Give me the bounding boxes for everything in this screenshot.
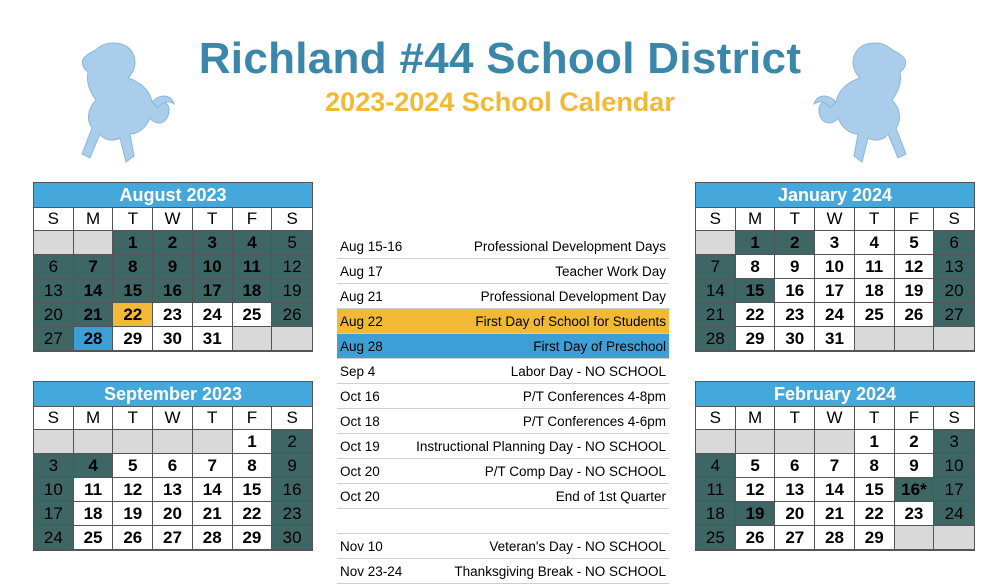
day-cell: 1 (233, 430, 273, 454)
day-cell: 9 (272, 454, 312, 478)
day-cell: 16 (153, 279, 193, 303)
weekday-label: F (233, 407, 273, 430)
day-cell: 21 (193, 502, 233, 526)
calendar-week (34, 303, 312, 327)
day-cell (855, 327, 895, 351)
day-cell: 22 (736, 303, 776, 327)
day-cell (815, 430, 855, 454)
event-date: Oct 20 (340, 488, 380, 504)
day-cell (934, 327, 974, 351)
day-cell (934, 526, 974, 550)
day-cell: 8 (736, 255, 776, 279)
day-cell: 17 (815, 279, 855, 303)
event-row-preschool (337, 334, 669, 359)
day-cell: 27 (153, 526, 193, 550)
event-row-blank (337, 509, 669, 534)
day-cell: 27 (775, 526, 815, 550)
weekday-label: M (74, 407, 114, 430)
day-cell: 14 (815, 478, 855, 502)
weekday-label: W (153, 208, 193, 231)
day-cell (272, 327, 312, 351)
day-cell: 26 (736, 526, 776, 550)
day-cell: 20 (153, 502, 193, 526)
day-cell: 7 (193, 454, 233, 478)
event-date: Oct 19 (340, 438, 380, 454)
day-cell: 27 (34, 327, 74, 351)
day-cell: 18 (74, 502, 114, 526)
event-date: Oct 20 (340, 463, 380, 479)
day-cell: 17 (193, 279, 233, 303)
calendar-week (696, 279, 974, 303)
weekday-label: S (272, 208, 312, 231)
day-cell: 12 (272, 255, 312, 279)
weekday-header (34, 407, 312, 430)
day-cell: 18 (233, 279, 273, 303)
event-description: Professional Development Day (480, 288, 666, 304)
calendar-september-2023 (33, 381, 313, 551)
event-description: Veteran's Day - NO SCHOOL (489, 538, 666, 554)
weekday-label: S (34, 208, 74, 231)
day-cell: 10 (34, 478, 74, 502)
day-cell (193, 430, 233, 454)
event-row (337, 359, 669, 384)
event-description: P/T Conferences 4-6pm (522, 413, 666, 429)
events-list (337, 234, 669, 584)
event-row (337, 434, 669, 459)
day-cell: 12 (736, 478, 776, 502)
event-row (337, 559, 669, 584)
day-cell: 26 (113, 526, 153, 550)
weekday-label: M (74, 208, 114, 231)
day-cell: 13 (775, 478, 815, 502)
day-cell: 22 (855, 502, 895, 526)
day-cell: 6 (775, 454, 815, 478)
day-cell (696, 231, 736, 255)
event-description: First Day of School for Students (475, 313, 666, 329)
day-cell: 13 (153, 478, 193, 502)
day-cell: 25 (74, 526, 114, 550)
day-cell: 28 (193, 526, 233, 550)
day-cell: 4 (696, 454, 736, 478)
day-cell: 3 (34, 454, 74, 478)
day-cell: 9 (895, 454, 935, 478)
day-cell: 8 (113, 255, 153, 279)
calendar-week (696, 231, 974, 255)
day-cell: 16 (775, 279, 815, 303)
calendar-week (696, 478, 974, 502)
calendar-week (34, 327, 312, 351)
day-cell: 12 (895, 255, 935, 279)
event-row (337, 459, 669, 484)
day-cell: 23 (153, 303, 193, 327)
calendar-week (696, 327, 974, 351)
day-cell: 16* (895, 478, 935, 502)
day-cell: 10 (193, 255, 233, 279)
calendar-week (34, 478, 312, 502)
day-cell: 1 (113, 231, 153, 255)
weekday-label: T (193, 208, 233, 231)
day-cell: 9 (775, 255, 815, 279)
day-cell: 10 (815, 255, 855, 279)
weekday-label: W (815, 407, 855, 430)
day-cell: 13 (34, 279, 74, 303)
day-cell (895, 327, 935, 351)
event-date: Nov 10 (340, 538, 383, 554)
calendar-week (34, 255, 312, 279)
day-cell: 7 (74, 255, 114, 279)
day-cell: 8 (855, 454, 895, 478)
day-cell: 18 (696, 502, 736, 526)
day-cell (74, 430, 114, 454)
day-cell: 21 (74, 303, 114, 327)
calendar-week (696, 303, 974, 327)
day-cell (736, 430, 776, 454)
day-cell: 7 (815, 454, 855, 478)
day-cell (153, 430, 193, 454)
day-cell: 15 (855, 478, 895, 502)
day-cell (74, 231, 114, 255)
weekday-label: T (113, 407, 153, 430)
day-cell: 2 (895, 430, 935, 454)
day-cell: 18 (855, 279, 895, 303)
day-cell (895, 526, 935, 550)
event-row (337, 384, 669, 409)
day-cell: 19 (895, 279, 935, 303)
day-cell: 30 (153, 327, 193, 351)
day-cell: 23 (895, 502, 935, 526)
weekday-label: M (736, 407, 776, 430)
day-cell: 29 (736, 327, 776, 351)
day-cell: 29 (113, 327, 153, 351)
day-cell: 2 (775, 231, 815, 255)
day-cell: 17 (934, 478, 974, 502)
day-cell: 5 (895, 231, 935, 255)
day-cell: 5 (113, 454, 153, 478)
weekday-label: S (272, 407, 312, 430)
calendar-week (34, 526, 312, 550)
day-cell: 1 (736, 231, 776, 255)
day-cell (113, 430, 153, 454)
event-description: First Day of Preschool (533, 338, 666, 354)
day-cell: 21 (815, 502, 855, 526)
day-cell: 28 (815, 526, 855, 550)
calendar-week (696, 526, 974, 550)
day-cell (696, 430, 736, 454)
day-cell: 20 (775, 502, 815, 526)
calendar-subtitle: 2023-2024 School Calendar (325, 87, 675, 117)
day-cell: 29 (233, 526, 273, 550)
event-row (337, 234, 669, 259)
weekday-label: F (233, 208, 273, 231)
day-cell: 28 (696, 327, 736, 351)
event-date: Aug 22 (340, 313, 383, 329)
weekday-label: T (855, 407, 895, 430)
month-title: September 2023 (34, 382, 312, 407)
calendar-august-2023 (33, 182, 313, 352)
day-cell: 30 (272, 526, 312, 550)
event-description: End of 1st Quarter (555, 488, 666, 504)
calendar-week (696, 255, 974, 279)
day-cell: 20 (34, 303, 74, 327)
day-cell: 3 (815, 231, 855, 255)
weekday-label: M (736, 208, 776, 231)
day-cell: 27 (934, 303, 974, 327)
mustang-mascot-icon (68, 38, 178, 168)
event-date: Nov 23-24 (340, 563, 403, 579)
first-day-cell: 22 (113, 303, 153, 327)
calendar-february-2024 (695, 381, 975, 551)
day-cell: 25 (855, 303, 895, 327)
day-cell: 24 (815, 303, 855, 327)
calendar-week (34, 502, 312, 526)
event-date: Aug 17 (340, 263, 383, 279)
day-cell: 15 (736, 279, 776, 303)
weekday-label: F (895, 208, 935, 231)
day-cell: 14 (193, 478, 233, 502)
event-row (337, 284, 669, 309)
day-cell: 4 (855, 231, 895, 255)
day-cell: 17 (34, 502, 74, 526)
day-cell: 16 (272, 478, 312, 502)
day-cell: 2 (153, 231, 193, 255)
day-cell: 19 (736, 502, 776, 526)
event-row (337, 534, 669, 559)
event-row (337, 484, 669, 509)
day-cell: 19 (113, 502, 153, 526)
event-date: Sep 4 (340, 363, 376, 379)
preschool-day-cell: 28 (74, 327, 114, 351)
mustang-mascot-icon (810, 38, 920, 168)
day-cell: 15 (233, 478, 273, 502)
event-row-first-day (337, 309, 669, 334)
day-cell: 15 (113, 279, 153, 303)
day-cell: 14 (696, 279, 736, 303)
day-cell: 12 (113, 478, 153, 502)
day-cell: 11 (233, 255, 273, 279)
month-title: February 2024 (696, 382, 974, 407)
event-date: Oct 16 (340, 388, 380, 404)
day-cell: 25 (696, 526, 736, 550)
day-cell: 26 (272, 303, 312, 327)
weekday-label: S (696, 407, 736, 430)
event-row (337, 259, 669, 284)
day-cell: 4 (74, 454, 114, 478)
day-cell: 11 (74, 478, 114, 502)
calendar-week (34, 454, 312, 478)
weekday-header (696, 407, 974, 430)
weekday-label: S (934, 407, 974, 430)
weekday-label: W (815, 208, 855, 231)
event-date: Oct 18 (340, 413, 380, 429)
calendar-week (34, 231, 312, 255)
event-description: Labor Day - NO SCHOOL (510, 363, 666, 379)
weekday-label: T (113, 208, 153, 231)
day-cell: 7 (696, 255, 736, 279)
day-cell: 31 (193, 327, 233, 351)
day-cell: 24 (193, 303, 233, 327)
day-cell: 19 (272, 279, 312, 303)
day-cell: 20 (934, 279, 974, 303)
day-cell (34, 231, 74, 255)
event-description: P/T Conferences 4-8pm (522, 388, 666, 404)
calendar-week (696, 502, 974, 526)
weekday-label: S (34, 407, 74, 430)
day-cell: 25 (233, 303, 273, 327)
event-row (337, 409, 669, 434)
event-description: Professional Development Days (473, 238, 666, 254)
day-cell: 23 (775, 303, 815, 327)
calendar-january-2024 (695, 182, 975, 352)
day-cell: 24 (34, 526, 74, 550)
event-date: Aug 21 (340, 288, 383, 304)
weekday-label: S (696, 208, 736, 231)
district-title: Richland #44 School District (198, 34, 802, 83)
day-cell: 3 (934, 430, 974, 454)
day-cell (34, 430, 74, 454)
weekday-label: F (895, 407, 935, 430)
day-cell: 3 (193, 231, 233, 255)
event-date: Aug 28 (340, 338, 383, 354)
day-cell: 6 (34, 255, 74, 279)
weekday-label: S (934, 208, 974, 231)
day-cell: 4 (233, 231, 273, 255)
weekday-label: T (775, 407, 815, 430)
day-cell: 10 (934, 454, 974, 478)
day-cell: 30 (775, 327, 815, 351)
day-cell: 1 (855, 430, 895, 454)
day-cell: 31 (815, 327, 855, 351)
day-cell: 13 (934, 255, 974, 279)
day-cell: 29 (855, 526, 895, 550)
day-cell: 8 (233, 454, 273, 478)
day-cell: 22 (233, 502, 273, 526)
day-cell: 5 (272, 231, 312, 255)
calendar-week (696, 430, 974, 454)
calendar-week (34, 430, 312, 454)
weekday-header (696, 208, 974, 231)
day-cell (233, 327, 273, 351)
calendar-week (696, 454, 974, 478)
month-title: August 2023 (34, 183, 312, 208)
day-cell: 21 (696, 303, 736, 327)
event-description: Thanksgiving Break - NO SCHOOL (454, 563, 666, 579)
day-cell: 26 (895, 303, 935, 327)
day-cell: 9 (153, 255, 193, 279)
weekday-header (34, 208, 312, 231)
day-cell: 23 (272, 502, 312, 526)
event-description: Teacher Work Day (555, 263, 666, 279)
event-date: Aug 15-16 (340, 238, 403, 254)
calendar-week (34, 279, 312, 303)
day-cell: 6 (153, 454, 193, 478)
weekday-label: T (775, 208, 815, 231)
weekday-label: T (193, 407, 233, 430)
weekday-label: T (855, 208, 895, 231)
event-description: P/T Comp Day - NO SCHOOL (484, 463, 666, 479)
day-cell: 2 (272, 430, 312, 454)
month-title: January 2024 (696, 183, 974, 208)
day-cell: 6 (934, 231, 974, 255)
day-cell: 24 (934, 502, 974, 526)
day-cell: 11 (696, 478, 736, 502)
event-description: Instructional Planning Day - NO SCHOOL (416, 438, 666, 454)
day-cell: 11 (855, 255, 895, 279)
day-cell: 14 (74, 279, 114, 303)
day-cell: 5 (736, 454, 776, 478)
day-cell (775, 430, 815, 454)
weekday-label: W (153, 407, 193, 430)
